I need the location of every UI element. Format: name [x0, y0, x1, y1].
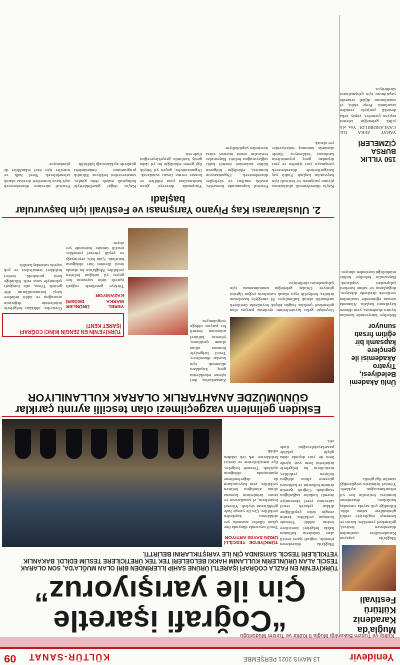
main-headline	[2, 575, 338, 635]
piano-story-title: 2. Uluslararası Kaş Piyano Yarışması ve Festivali için başvurular başladı	[15, 193, 321, 215]
keychain-photo	[128, 228, 188, 270]
main-story-col-3-text: Türkiye genelinde coğrafi işaretli ürün sayısının her geçen yıl arttığını belirten yetkililer, Muğla'nın bu alanda öncü illerden biri olduğunu hatırlattı. Çam balı, zeytinyağı ve çeşitli yöresel yemekler tescilli ürünler listesinde yer alıyor.	[66, 240, 124, 289]
ceremony-photo	[2, 419, 222, 547]
boots-story-body: VARAY ZEKA İLE CANLANDIRILDI. Yüz elli yıllık geleneğin izlerini taşıyan çizmeler, yapay zeka destekli projeyle yeniden tasarlandı. Proje ekibi, el sanatlarının dijital ortamda yaşatılması için çalışmalarını sürdürüyor.	[340, 86, 396, 135]
main-story-col-2	[224, 419, 278, 547]
piano-story-col-4: Kaş'ın doğal güzellikleriyle buluşacak müzik dolu günler, sanatseverleri bekliyor. Etkinlik programının önümüzdeki günlerde açıklanacağı bildirildi.	[74, 162, 136, 189]
ad-strip-text: Kültür ve Turizm Bakanlığı Muğla İl Kültür ve Turizm Müdürlüğü	[240, 632, 394, 638]
theatre-story-body: Belediye bünyesinde kurulan tiyatro akademisi, yeni dönem kayıtlarını başlattı. Alanında uzman eğitmenler tarafından verilecek derslerde diksiyon, doğaçlama ve sahne hareketi çalışmaları yapılacak. Başvurular belediye kültür müdürlüğü üzerinden alınıyor.	[340, 269, 396, 318]
masthead	[0, 647, 400, 665]
boots-story-title: 150 YILLIK BURSA ÇİZMELERİ	[358, 139, 396, 162]
headline-line-1: “Coğrafi işaretle	[53, 604, 287, 637]
main-story-col-4: Üreticiler, aldıkları belgelerle ürünlerinin değerinin artacağını ve taklit ürünlere karşı korunacaklarını dile getirdi. Tören, aile fotoğrafı çekimiyle sona erdi. Etkinliğe kent protokolü, üretici birlikleri temsilcileri ve çok sayıda vatandaş katıldı.	[4, 262, 62, 311]
piano-story-col-3: Yarışmada dereceye giren katılımcılara para ödülleri ve konser verme fırsatı sunulacak. Organizatörler, geçen yıl büyük ilgi gören etkinliğin bu yıl daha geniş katılımla gerçekleşeceğini ifade etti.	[140, 151, 202, 189]
side-story-body: Muğla'da yaşayan Karadenizliler tarafından düzenlenen festival, geleneksel yemekler, horon ve kemençe ezgileriyle renkli görüntülere sahne oldu. Etkinliğe çok sayıda vatandaş katılırken, düzenleme komitesi festivalin her yıl tekrarlanacağını açıkladı. Yöresel ürünlerin sergilendiği stantlar ilgi gördü.	[340, 476, 396, 541]
carik-story-title: Eskiden gelinlerin vazgeçilmezi olan tescilli ayrıntı çarıklar GÜNÜMÜZDE ANAHTARLIK OLARAK KULLANILIYOR	[15, 391, 321, 415]
main-story-col-1: Muğla'da düzenlenen törende, coğrafi işaret tescili alan ürünlerin kullanım hakkı belgeleri üreticilere teslim edildi. Törende konuşan yetkililer, kentin zengin ürün çeşitliliğine dikkat çekerek tescil sürecinin yerel ekonomiye önemli katkılar sağladığını vurguladı. Coğrafi işaretin ürünün kökenini ve kalitesini güvence altına aldığını belirten yetkililer, üreticilerin bu belgelerle ürünlerini hem yurt içinde hem de yurt dışında daha güçlü şekilde pazarlayabileceğini ifade etti.	[280, 439, 334, 547]
divider	[2, 217, 334, 218]
divider	[2, 416, 334, 417]
carik-story-col-2: Zanaatkarlar, deri işleme tekniklerini genç kuşaklara aktarmak için kurslar düzenliyor. Tescil belgesiyle koruma altına alınan çarıkların, yörenin kültürel mirasının önemli bir parçası olduğu vurgulanıyor.	[190, 318, 226, 383]
date-line: 13 MAYIS 2021 PERŞEMBE	[243, 655, 320, 661]
carik-photo	[230, 317, 334, 383]
product-photo	[128, 277, 188, 335]
page-number: 09	[4, 652, 17, 664]
main-story-subhead-1: TÜRKİYE'DE TESCİLLİ ÜRÜN SAYISI ARTIYOR	[224, 533, 278, 544]
main-story-subhead-2: YEREL ÜRÜNLER MARKA DEĞERİ KAZANIYOR	[66, 292, 124, 308]
piano-story-col-2: Festival kapsamında konserler, ustalık sınıfları ve söyleşiler düzenlenecek. Organizasyon komitesi, etkinliğin bölgenin kültür turizmine önemli katkı sağlayacağını belirtti. Başvurular festivalin resmi internet sitesi üzerinden yapılabiliyor.	[206, 146, 268, 189]
festival-photo	[342, 545, 396, 591]
side-story-title: Muğla'da Karadeniz Kültürü Festivali	[352, 595, 396, 635]
main-story-col-3	[66, 221, 124, 311]
ad-strip	[0, 632, 400, 647]
headline-line-2: Çin ile yarışıyoruz”	[34, 574, 306, 607]
theatre-story-title: Ünlü Akademi Belediyesi, Tiyatro Akademisi ile gençlere kapsamlı bir eğitim fırsatı sunuyor	[349, 322, 396, 385]
section-label: KÜLTÜR-SANAT	[28, 652, 110, 662]
headline-deck: TÜRKİYE'NİN EN FAZLA COĞRAFİ İŞARETLİ ÜRÜNE SAHİP İLLERİNDEN BİRİ OLAN MUĞLA'DA, SON OLARAK TESCİL ALAN ÜRÜNLERİN KULLANIM HAKKI BELGELERİ TEK TEK ÜRETİCİLERE TESLİM EDİLDİ. BAKANLIK YETKİLİLERİ TESCİL SAYISINDA ÇİN İLE YARIŞTIKLARINI BELİRTTİ.	[20, 550, 338, 570]
piano-story-col-5: Festival süresince düzenlenecek açık hava konserleri ücretsiz olarak izlenebilecek. Yerel halk ve turistler için özel etkinlikler de planlanıyor.	[4, 162, 70, 189]
highlight-box-text: TÜRKİYE'NİN EN ZENGİN İKİNCİ COĞRAFİ İŞARET KENTİ	[19, 322, 121, 334]
piano-story-col-1: Kaş'ta düzenlenecek uluslararası piyano yarışması ve festivali için başvurular başladı. Farklı yaş kategorilerinde düzenlenecek yarışmaya yurt içinden ve yurt dışından genç piyanistlerin katılması bekleniyor. Jüride alanında tanınmış müzisyenler yer alacak.	[272, 140, 334, 189]
highlight-box	[2, 313, 124, 337]
side-column	[339, 15, 396, 635]
logo: Yenidevir	[349, 651, 394, 663]
carik-story-col-1: Geçmişte gelin kıyafetlerinin ayrılmaz parçası olan geleneksel çarıklar, bugün küçük boyutlarda üretilerek anahtarlık olarak kullanılıyor. El emeğiyle hazırlanan ürünler, hediyelik eşya olarak turistlerin yoğun ilgisini görüyor. Ustalar, geleneğin unutulmaması için çalışmalarını sürdürüyor.	[230, 280, 334, 313]
main-story-col-2-text: Tescil sayısında dünyada öne çıkan ülkeler arasında yer aldıklarını kaydeden yetkililer, Çin ile yarışır hale geldiklerini söyledi. Yöresel lezzetlerin, el sanatlarının ve tarım ürünlerinin koruma altına alındığını belirten yetkililer, yeni başvuruların da değerlendirme aşamasında olduğunu açıkladı. Törende belgeler, ilçe temsilcilerine ve üretici birliklerine tek tek takdim edildi.	[224, 449, 278, 531]
